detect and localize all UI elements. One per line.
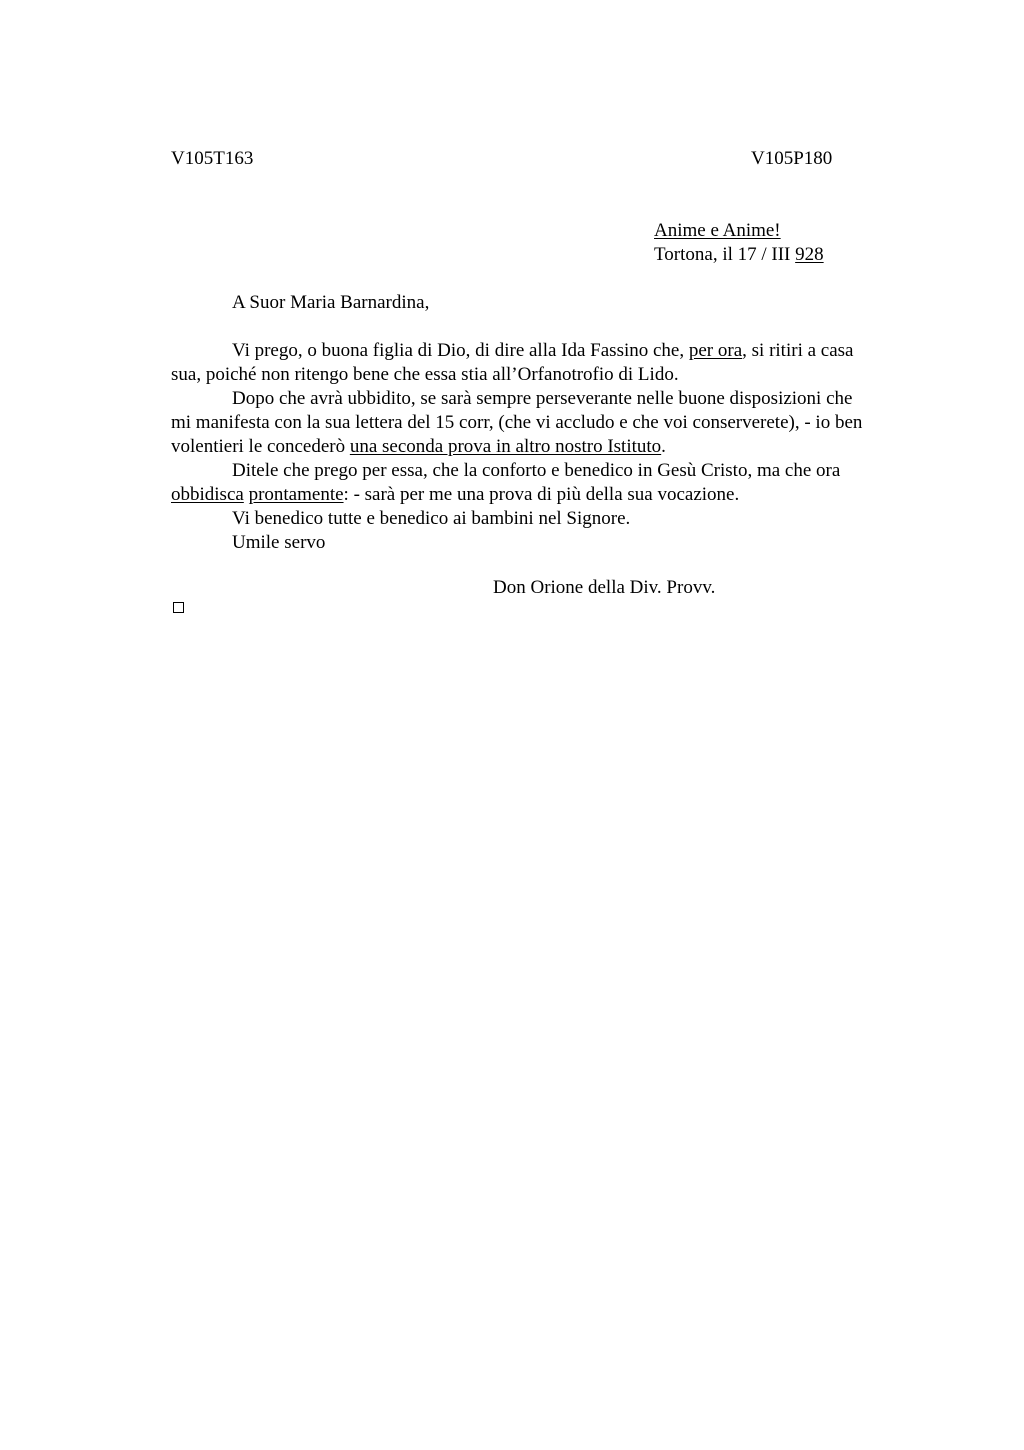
letterhead-year: 928: [795, 244, 824, 265]
closing: Umile servo: [232, 532, 326, 553]
body-line: Ditele che prego per essa, che la conforto e benedico in Gesù Cristo, ma che ora: [232, 460, 841, 481]
body-line: sua, poiché non ritengo bene che essa stia all’Orfanotrofio di Lido.: [171, 364, 679, 385]
header-left-code: V105T163: [171, 148, 254, 169]
letterhead-place-date: Tortona, il 17 / III 928: [654, 244, 824, 265]
body-line: Vi prego, o buona figlia di Dio, di dire alla Ida Fassino che, per ora, si ritiri a casa: [232, 340, 854, 361]
header-right-code: V105P180: [751, 148, 833, 169]
body-line: obbidisca prontamente: - sarà per me una prova di più della sua vocazione.: [171, 484, 740, 505]
letter-body: [171, 339, 931, 555]
salutation: A Suor Maria Barnardina,: [232, 292, 430, 313]
end-marker-square-icon: [173, 602, 184, 613]
body-line: volentieri le concederò una seconda prova in altro nostro Istituto.: [171, 436, 666, 457]
body-line: mi manifesta con la sua lettera del 15 corr, (che vi accludo e che voi conserverete), - io ben: [171, 412, 863, 433]
body-line: Vi benedico tutte e benedico ai bambini nel Signore.: [232, 508, 631, 529]
signature: Don Orione della Div. Provv.: [493, 577, 716, 598]
letterhead-motto: Anime e Anime!: [654, 220, 781, 241]
body-line: Dopo che avrà ubbidito, se sarà sempre perseverante nelle buone disposizioni che: [232, 388, 853, 409]
